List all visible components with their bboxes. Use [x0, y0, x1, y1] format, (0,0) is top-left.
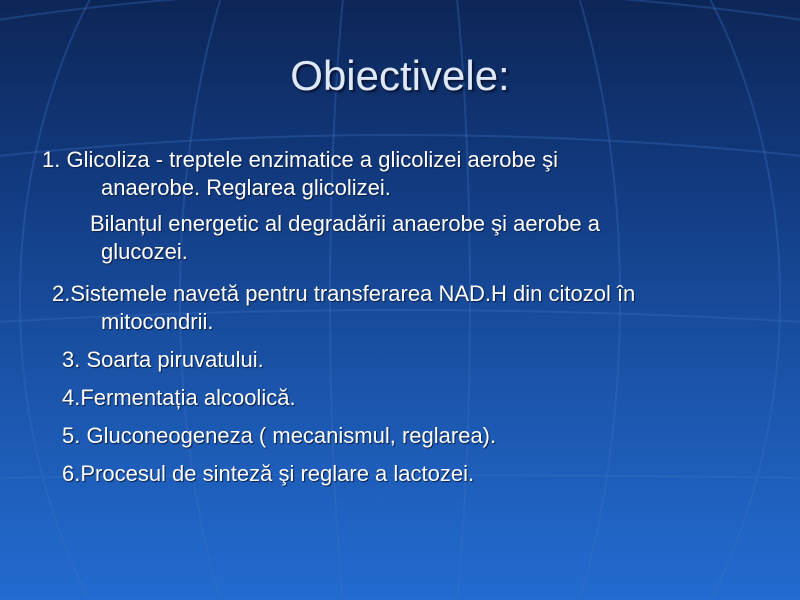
list-item: [42, 146, 558, 202]
list-item: [52, 280, 635, 336]
list-item: [62, 422, 496, 450]
list-item-line: 6.Procesul de sinteză şi reglare a lactozei.: [62, 461, 475, 486]
list-item-line-continued: mitocondrii.: [101, 309, 214, 334]
list-item-line-continued: glucozei.: [101, 239, 188, 264]
list-item: [62, 460, 474, 488]
slide-title: Obiectivele:: [290, 52, 510, 99]
list-item-line: 3. Soarta piruvatului.: [62, 347, 264, 372]
list-item-line-continued: anaerobe. Reglarea glicolizei.: [101, 175, 391, 200]
list-item: [90, 210, 600, 266]
list-item: [62, 384, 296, 412]
list-item: [62, 346, 264, 374]
list-item-line: 5. Gluconeogeneza ( mecanismul, reglarea).: [62, 423, 497, 448]
list-item-line: 4.Fermentația alcoolică.: [62, 385, 296, 410]
list-item-line: 1. Glicoliza - treptele enzimatice a glicolizei aerobe şi: [42, 147, 559, 172]
list-item-line: 2.Sistemele navetă pentru transferarea NAD.H din citozol în: [52, 281, 636, 306]
list-item-line: Bilanțul energetic al degradării anaerobe şi aerobe a: [90, 211, 601, 236]
